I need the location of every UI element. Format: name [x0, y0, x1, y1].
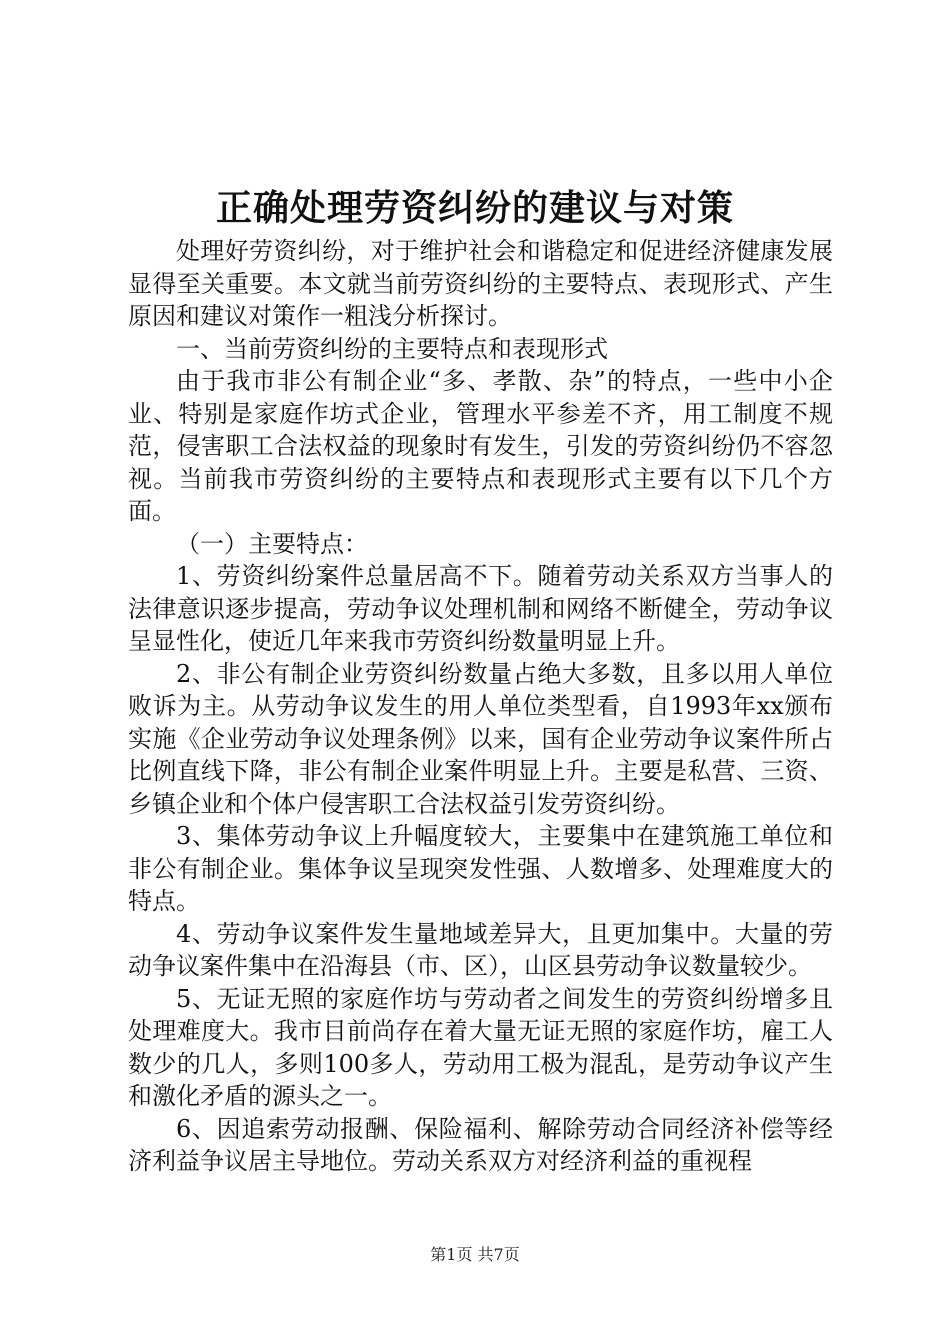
paragraph-background: 由于我市非公有制企业“多、孝散、杂”的特点，一些中小企业、特别是家庭作坊式企业，管理水平参差不齐，用工制度不规范，侵害职工合法权益的现象时有发生，引发的劳资纠纷仍不容忽视。当前我市劳资纠纷的主要特点和表现形式主要有以下几个方面。	[128, 367, 833, 525]
paragraph-feature-6: 6、因追索劳动报酬、保险福利、解除劳动合同经济补偿等经济利益争议居主导地位。劳动关系双方对经济利益的重视程	[128, 1114, 833, 1175]
paragraph-feature-1: 1、劳资纠纷案件总量居高不下。随着劳动关系双方当事人的法律意识逐步提高，劳动争议处理机制和网络不断健全，劳动争议呈显性化，使近几年来我市劳资纠纷数量明显上升。	[128, 562, 833, 655]
section-heading-1: 一、当前劳资纠纷的主要特点和表现形式	[176, 334, 608, 363]
page-footer: 第1页 共7页	[430, 1245, 520, 1264]
paragraph-feature-4: 4、劳动争议案件发生量地域差异大，且更加集中。大量的劳动争议案件集中在沿海县（市、区），山区县劳动争议数量较少。	[128, 919, 833, 980]
paragraph-feature-3: 3、集体劳动争议上升幅度较大，主要集中在建筑施工单位和非公有制企业。集体争议呈现突发性强、人数增多、处理难度大的特点。	[128, 822, 833, 915]
document-title: 正确处理劳资纠纷的建议与对策	[215, 187, 734, 229]
paragraph-intro: 处理好劳资纠纷，对于维护社会和谐稳定和促进经济健康发展显得至关重要。本文就当前劳资纠纷的主要特点、表现形式、产生原因和建议对策作一粗浅分析探讨。	[128, 237, 833, 330]
paragraph-feature-5: 5、无证无照的家庭作坊与劳动者之间发生的劳资纠纷增多且处理难度大。我市目前尚存在着大量无证无照的家庭作坊，雇工人数少的几人，多则100多人，劳动用工极为混乱，是劳动争议产生和激化矛盾的源头之一。	[128, 984, 833, 1110]
document-body	[128, 235, 833, 1178]
paragraph-feature-2: 2、非公有制企业劳资纠纷数量占绝大多数，且多以用人单位败诉为主。从劳动争议发生的用人单位类型看，自1993年xx颁布实施《企业劳动争议处理条例》以来，国有企业劳动争议案件所占比例直线下降，非公有制企业案件明显上升。主要是私营、三资、乡镇企业和个体户侵害职工合法权益引发劳资纠纷。	[128, 659, 833, 818]
subsection-heading-features: （一）主要特点：	[176, 529, 368, 558]
